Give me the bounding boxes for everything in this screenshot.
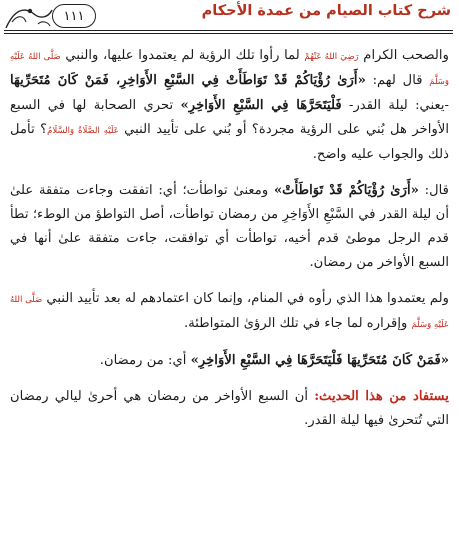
- text-span: لما رأوا تلك الرؤية لم يعتمدوا عليها، والنبي: [65, 48, 300, 63]
- text-span: ومعنىٰ تواطأت؛ أي: اتفقت وجاءت متفقة علىٰ أن ليلة القدر في: [10, 183, 449, 222]
- text-span: وإقراره لما جاء في تلك الرؤىٰ المتواطئة.: [184, 316, 408, 331]
- text-span: ولم يعتمدوا هذا الذي رأوه في المنام، وإنما كان اعتمادهم له بعد تأييد النبي: [46, 291, 449, 306]
- text-span: -يعني: ليلة القدر-: [348, 98, 450, 113]
- hadith-quote: «فَمَنْ كَانَ مُتَحَرِّيهَا فَلْيَتَحَرَّهَا فِي السَّبْعِ الأَوَاخِرِ»: [190, 353, 449, 368]
- honorific: صَلَّى اللهُ عَلَيْهِ وَسَلَّمَ: [10, 295, 449, 330]
- paragraph-1: [10, 44, 449, 167]
- honorific: رَضِيَ اللهُ عَنْهُمْ: [304, 52, 359, 62]
- hadith-quote: فَلْيَتَحَرَّهَا فِي السَّبْعِ الأَوَاخِرِ»: [180, 98, 342, 113]
- header-rule-thin: [4, 33, 453, 34]
- text-span: السَّبْعِ الأَوَاخِرِ: [282, 207, 354, 222]
- text-span: تحري الصحابة لها في السبع الأواخر هل بُني على الرؤية مجردة؟ أو بُني على تأييد النبي: [10, 98, 450, 137]
- paragraph-5: [10, 385, 449, 433]
- hadith-quote: «أَرَىٰ رُؤْيَاكُمْ قَدْ تَوَاطَأَتْ فِي السَّبْعِ الأَوَاخِرِ، فَمَنْ كَانَ مُتَحَرِّيهَا: [10, 73, 366, 88]
- paragraph-2: [10, 179, 449, 275]
- text-span: أن السبع الأواخر من رمضان هي أحرىٰ ليالي رمضان التي تُتحرىٰ فيها ليلة القدر.: [10, 389, 449, 428]
- header-rule: [4, 30, 453, 31]
- text-span: قال لهم:: [372, 73, 423, 88]
- paragraph-4: [10, 349, 449, 373]
- benefit-label: يستفاد من هذا الحديث:: [314, 389, 449, 404]
- ornament-icon: [4, 2, 54, 30]
- text-span: ؟ تأمل ذلك والجواب عليه واضح.: [10, 122, 449, 162]
- page-header: [0, 0, 459, 40]
- text-span: والصحب الكرام: [363, 48, 449, 63]
- main-text: [10, 44, 449, 433]
- honorific: عَلَيْهِ الصَّلَاةُ وَالسَّلَامُ: [47, 126, 119, 136]
- paragraph-3: [10, 287, 449, 337]
- hadith-quote: «أَرَىٰ رُؤْيَاكُمْ قَدْ تَوَاطَأَتْ»: [273, 183, 419, 198]
- text-span: من رمضان تواطأت، أصل التواطؤ من الوطء؛ تطأ قدم الرجل موطئ قدم أخيه، تواطأت أي توافقت، جاءت متفقة علىٰ أنها في السبع الأواخر من رمضان.: [10, 207, 449, 270]
- text-span: قال:: [424, 183, 449, 198]
- honorific: صَلَّى اللهُ عَلَيْهِ وَسَلَّمَ: [10, 52, 449, 87]
- text-span: أي: من رمضان.: [99, 353, 187, 368]
- page-number: ١١١: [52, 4, 96, 28]
- page-title: شرح كتاب الصيام من عمدة الأحكام: [201, 3, 451, 19]
